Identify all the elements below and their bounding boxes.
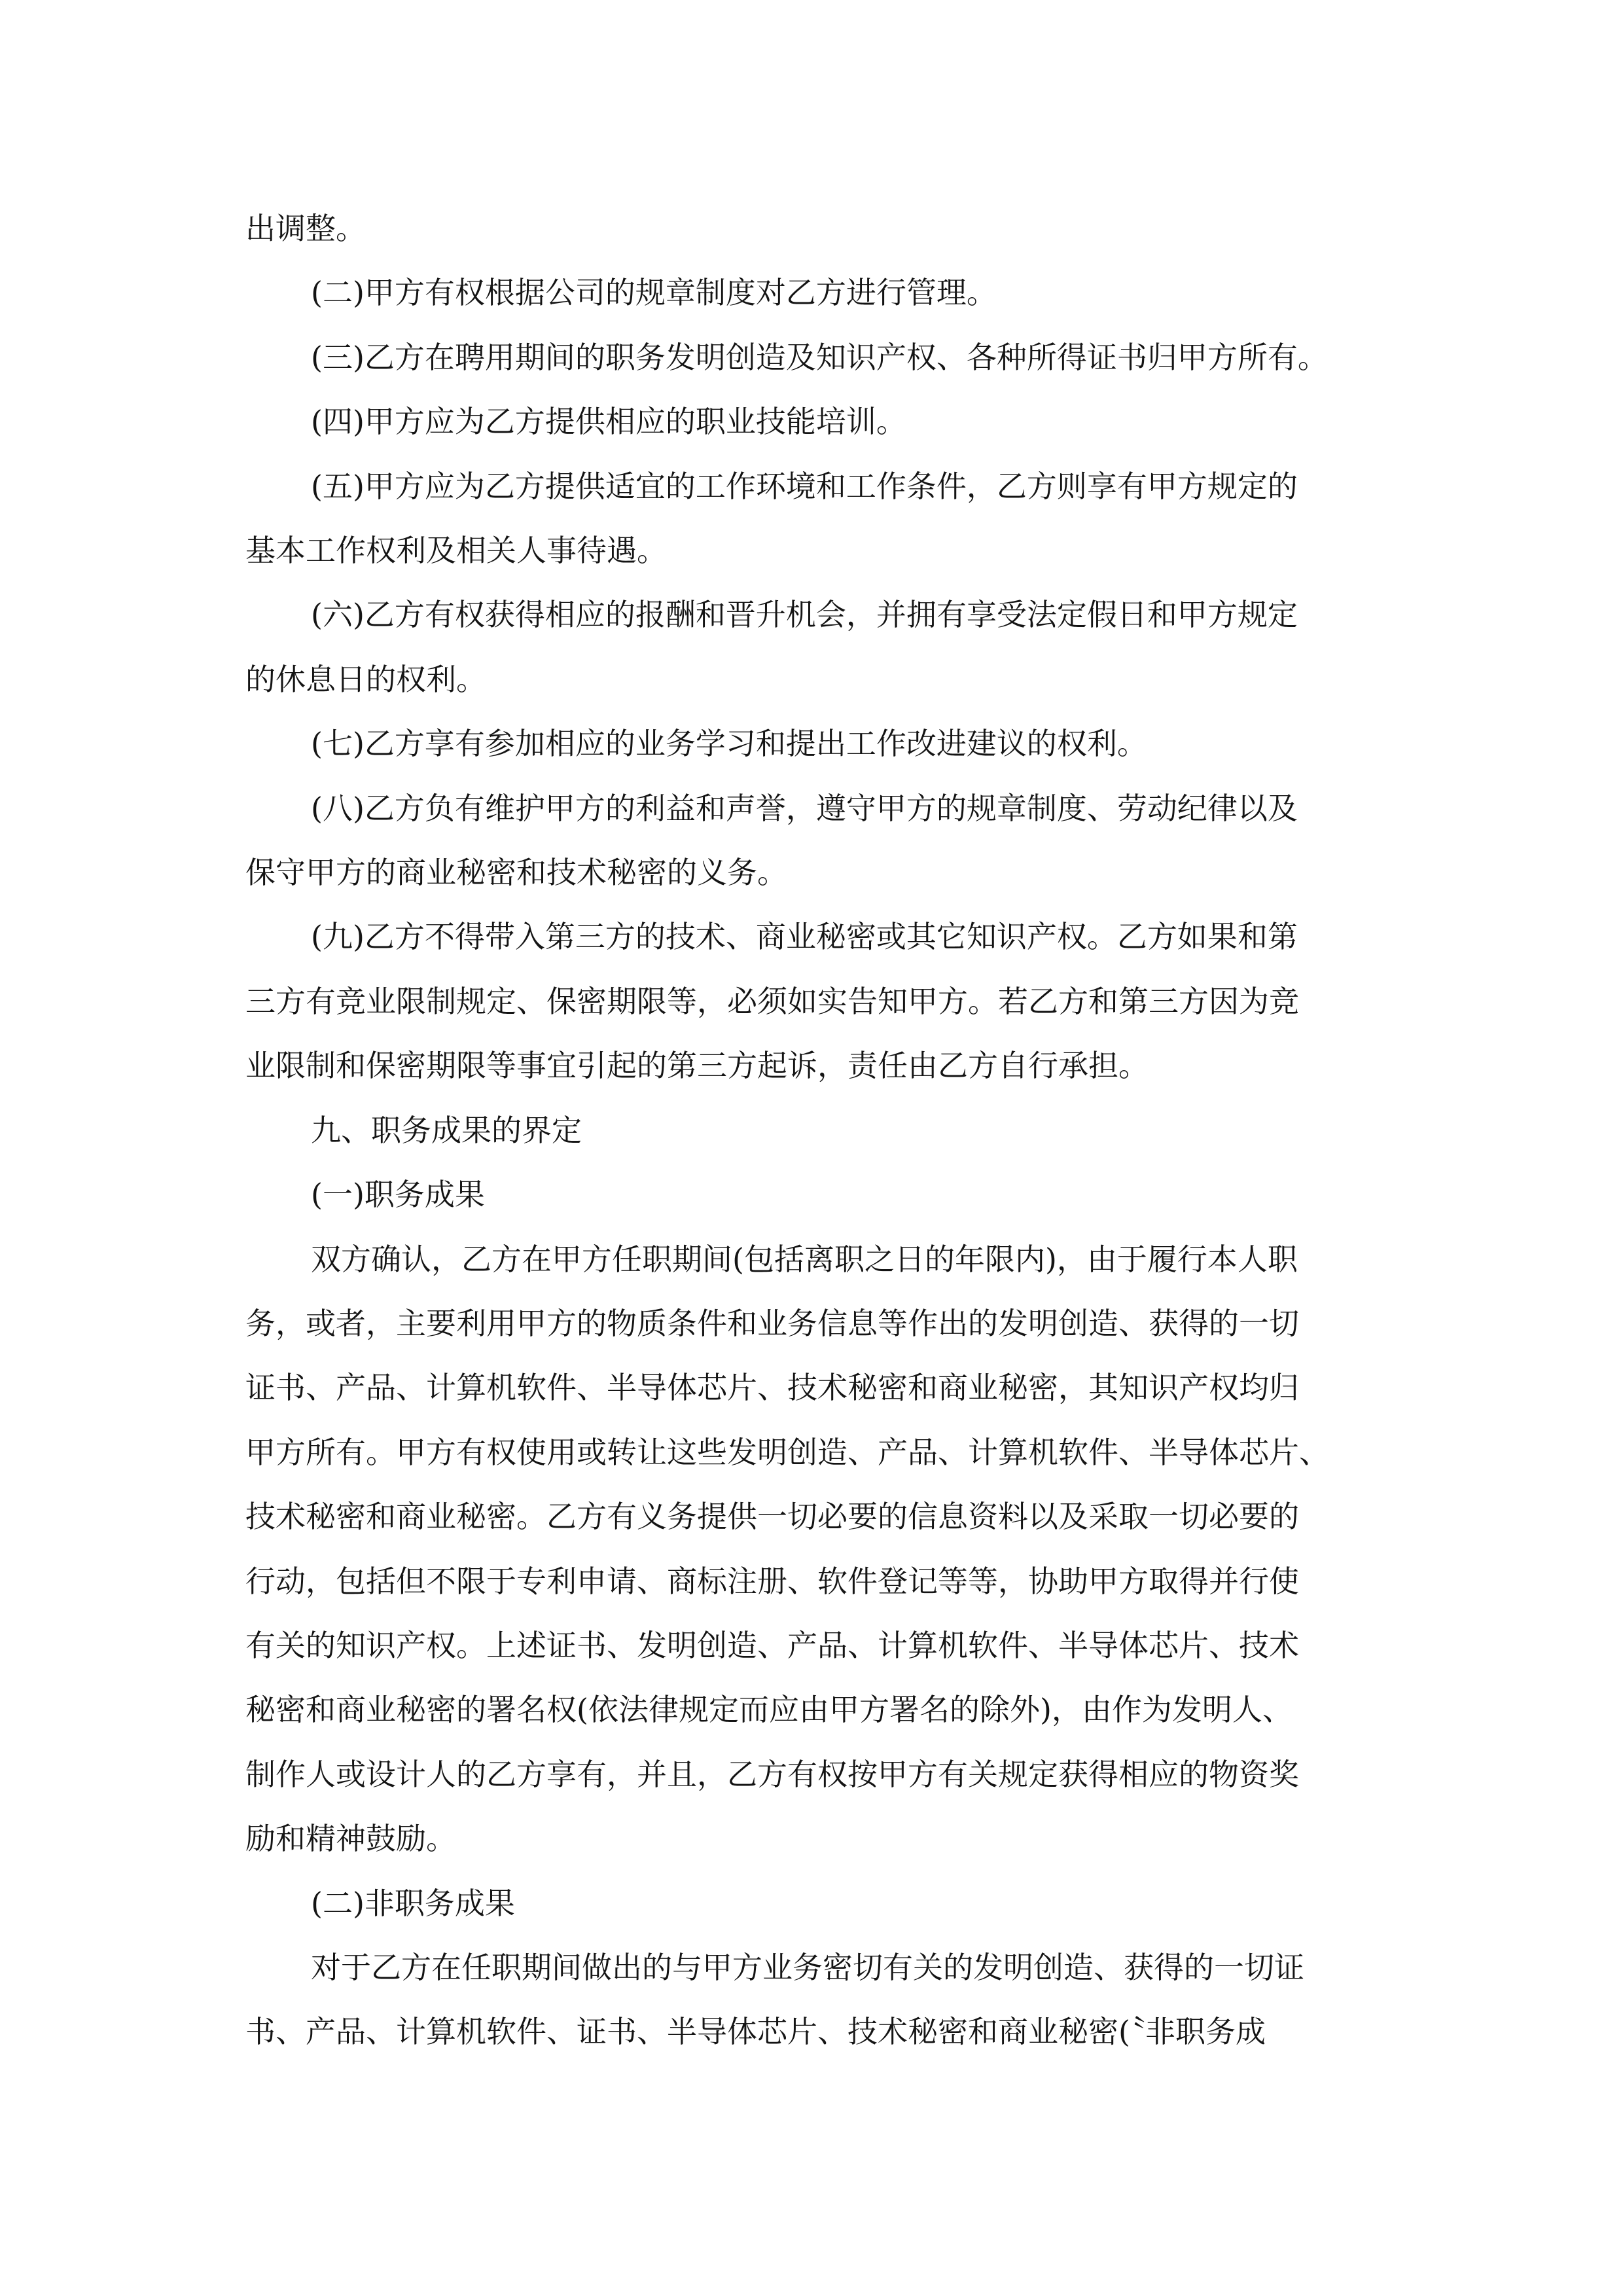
- text-line: 技术秘密和商业秘密。乙方有义务提供一切必要的信息资料以及采取一切必要的: [245, 1499, 1299, 1535]
- text-line: (二)甲方有权根据公司的规章制度对乙方进行管理。: [311, 275, 997, 311]
- text-line: (四)甲方应为乙方提供相应的职业技能培训。: [311, 404, 906, 440]
- section-heading: 九、职务成果的界定: [311, 1112, 582, 1148]
- text-line: 证书、产品、计算机软件、半导体芯片、技术秘密和商业秘密，其知识产权均归: [245, 1370, 1299, 1406]
- text-line: (五)甲方应为乙方提供适宜的工作环境和工作条件，乙方则享有甲方规定的: [311, 468, 1298, 504]
- text-line: 书、产品、计算机软件、证书、半导体芯片、技术秘密和商业秘密(〝非职务成: [245, 2014, 1266, 2050]
- text-line: 保守甲方的商业秘密和技术秘密的义务。: [245, 855, 787, 891]
- text-line: 对于乙方在任职期间做出的与甲方业务密切有关的发明创造、获得的一切证: [311, 1949, 1304, 1985]
- text-line: 的休息日的权利。: [245, 661, 486, 697]
- text-line: (八)乙方负有维护甲方的利益和声誉，遵守甲方的规章制度、劳动纪律以及: [311, 790, 1298, 826]
- subsection-heading: (二)非职务成果: [311, 1885, 515, 1921]
- text-line: (七)乙方享有参加相应的业务学习和提出工作改进建议的权利。: [311, 726, 1147, 762]
- text-line: 励和精神鼓励。: [245, 1821, 456, 1857]
- text-line: 业限制和保密期限等事宜引起的第三方起诉，责任由乙方自行承担。: [245, 1048, 1149, 1084]
- text-line: 三方有竞业限制规定、保密期限等，必须如实告知甲方。若乙方和第三方因为竞: [245, 983, 1299, 1019]
- text-line: 秘密和商业秘密的署名权(依法律规定而应由甲方署名的除外)，由作为发明人、: [245, 1692, 1293, 1728]
- text-line: 制作人或设计人的乙方享有，并且，乙方有权按甲方有关规定获得相应的物资奖: [245, 1756, 1299, 1792]
- text-line: 基本工作权利及相关人事待遇。: [245, 533, 667, 569]
- text-line: 务，或者，主要利用甲方的物质条件和业务信息等作出的发明创造、获得的一切: [245, 1305, 1299, 1341]
- subsection-heading: (一)职务成果: [311, 1177, 485, 1213]
- text-line: 甲方所有。甲方有权使用或转让这些发明创造、产品、计算机软件、半导体芯片、: [245, 1434, 1329, 1470]
- text-line: (九)乙方不得带入第三方的技术、商业秘密或其它知识产权。乙方如果和第: [311, 919, 1298, 955]
- document-body: [245, 196, 1378, 2064]
- text-line: (六)乙方有权获得相应的报酬和晋升机会，并拥有享受法定假日和甲方规定: [311, 597, 1298, 633]
- text-line: 行动，包括但不限于专利申请、商标注册、软件登记等等，协助甲方取得并行使: [245, 1563, 1299, 1599]
- text-line: 有关的知识产权。上述证书、发明创造、产品、计算机软件、半导体芯片、技术: [245, 1627, 1299, 1663]
- text-line: 双方确认，乙方在甲方任职期间(包括离职之日的年限内)，由于履行本人职: [311, 1241, 1298, 1277]
- text-line: 出调整。: [245, 211, 366, 246]
- text-line: (三)乙方在聘用期间的职务发明创造及知识产权、各种所得证书归甲方所有。: [311, 339, 1328, 375]
